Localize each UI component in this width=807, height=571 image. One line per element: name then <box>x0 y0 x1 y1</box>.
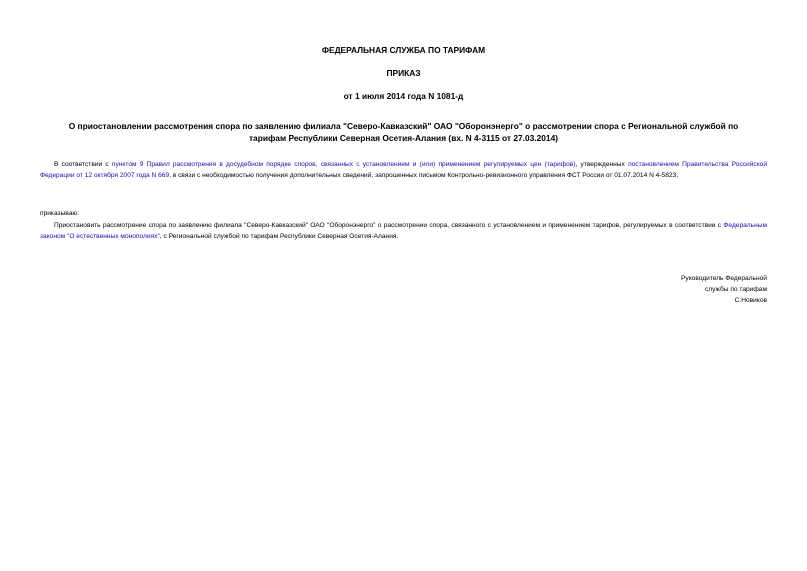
paragraph1-text-3: , в связи с необходимостью получения дополнительных сведений, запрошенных письмом Контрольно-ревизионного управления ФСТ России от 01.07.2014 N 4-5823, <box>169 171 679 179</box>
title-line-1: О приостановлении рассмотрения спора по заявлению филиала "Северо-Кавказский" ОАО "Оборонэнерго" о рассмотрении спора с Региональной службой по <box>68 121 739 131</box>
link-government-decree[interactable]: постановлением Правительства Российской Федерации от 12 октября 2007 года N 669 <box>40 161 768 179</box>
paragraph1-text-2: , утвержденных <box>575 161 629 168</box>
signature-position-line-2: службы по тарифам <box>704 285 767 293</box>
paragraph-order <box>40 221 767 242</box>
signature-name: С.Новиков <box>734 296 767 304</box>
order-word: приказываю: <box>40 210 80 217</box>
paragraph1-text-1: В соответствии с <box>54 161 112 168</box>
link-federal-law[interactable]: Федеральным законом "О естественных монополиях" <box>40 222 767 240</box>
paragraph2-text-1: Приостановить рассмотрение спора по заявлению филиала "Северо-Кавказский" ОАО "Оборонэнерго" о рассмотрении спора, связанного с установлением и применением тарифов, регулируемых в соответствии с <box>54 222 724 229</box>
paragraph-basis <box>40 160 767 181</box>
document-date: от 1 июля 2014 года N 1081-д <box>343 91 464 101</box>
organization-name: ФЕДЕРАЛЬНАЯ СЛУЖБА ПО ТАРИФАМ <box>321 45 486 55</box>
link-rules-point-9[interactable]: пунктом 9 Правил рассмотрения в досудебном порядке споров, связанных с установлением и (или) применением регулируемых цен (тарифов) <box>111 161 576 168</box>
document-title <box>40 120 767 144</box>
signature-block <box>567 274 767 306</box>
document-type: ПРИКАЗ <box>386 68 421 78</box>
signature-position-line-1: Руководитель Федеральной <box>681 275 767 282</box>
title-line-2: тарифам Республики Северная Осетия-Алания (вх. N 4-3115 от 27.03.2014) <box>248 133 559 143</box>
paragraph2-text-2: , с Региональной службой по тарифам Республики Северная Осетия-Алания. <box>159 232 399 240</box>
